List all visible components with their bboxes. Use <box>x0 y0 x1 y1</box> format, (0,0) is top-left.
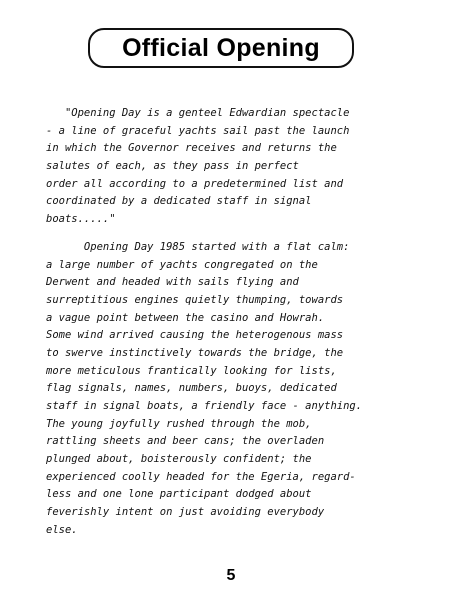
body-text <box>46 105 441 540</box>
page-number: 5 <box>226 567 236 584</box>
text-line: coordinated by a dedicated staff in signal <box>46 195 312 208</box>
text-line: Derwent and headed with sails flying and <box>46 276 299 289</box>
text-line: plunged about, boisterously confident; the <box>46 453 312 466</box>
page-title: Official Opening <box>122 33 320 62</box>
text-line: to swerve instinctively towards the bridge, the <box>46 346 344 359</box>
text-line: "Opening Day is a genteel Edwardian spectacle <box>46 107 350 119</box>
text-line: Some wind arrived causing the heterogenous mass <box>46 329 344 342</box>
text-line: a large number of yachts congregated on the <box>46 258 318 271</box>
text-line: a vague point between the casino and Howrah. <box>46 311 325 324</box>
text-line: salutes of each, as they pass in perfect <box>46 160 299 173</box>
text-line: more meticulous frantically looking for lists, <box>46 364 337 377</box>
text-line: in which the Governor receives and returns the <box>46 142 337 155</box>
text-line: - a line of graceful yachts sail past the launch <box>46 124 350 137</box>
text-line: experienced coolly headed for the Egeria, regard- <box>46 470 356 483</box>
paragraph-gap <box>46 229 441 239</box>
text-line: less and one lone participant dodged about <box>46 488 312 501</box>
quote-paragraph <box>46 105 441 229</box>
text-line: staff in signal boats, a friendly face - anything. <box>46 400 363 412</box>
text-line: order all according to a predetermined list and <box>46 177 344 190</box>
text-line: feverishly intent on just avoiding everybody <box>46 506 325 519</box>
text-line: surreptitious engines quietly thumping, towards <box>46 293 344 306</box>
text-line: boats....." <box>46 213 116 226</box>
text-line: Opening Day 1985 started with a flat calm: <box>46 240 350 253</box>
text-line: flag signals, names, numbers, buoys, dedicated <box>46 382 337 395</box>
text-line: rattling sheets and beer cans; the overladen <box>46 435 325 448</box>
main-paragraph <box>46 239 441 540</box>
text-line: else. <box>46 523 78 536</box>
text-line: The young joyfully rushed through the mob, <box>46 417 312 430</box>
title-box <box>88 28 354 68</box>
